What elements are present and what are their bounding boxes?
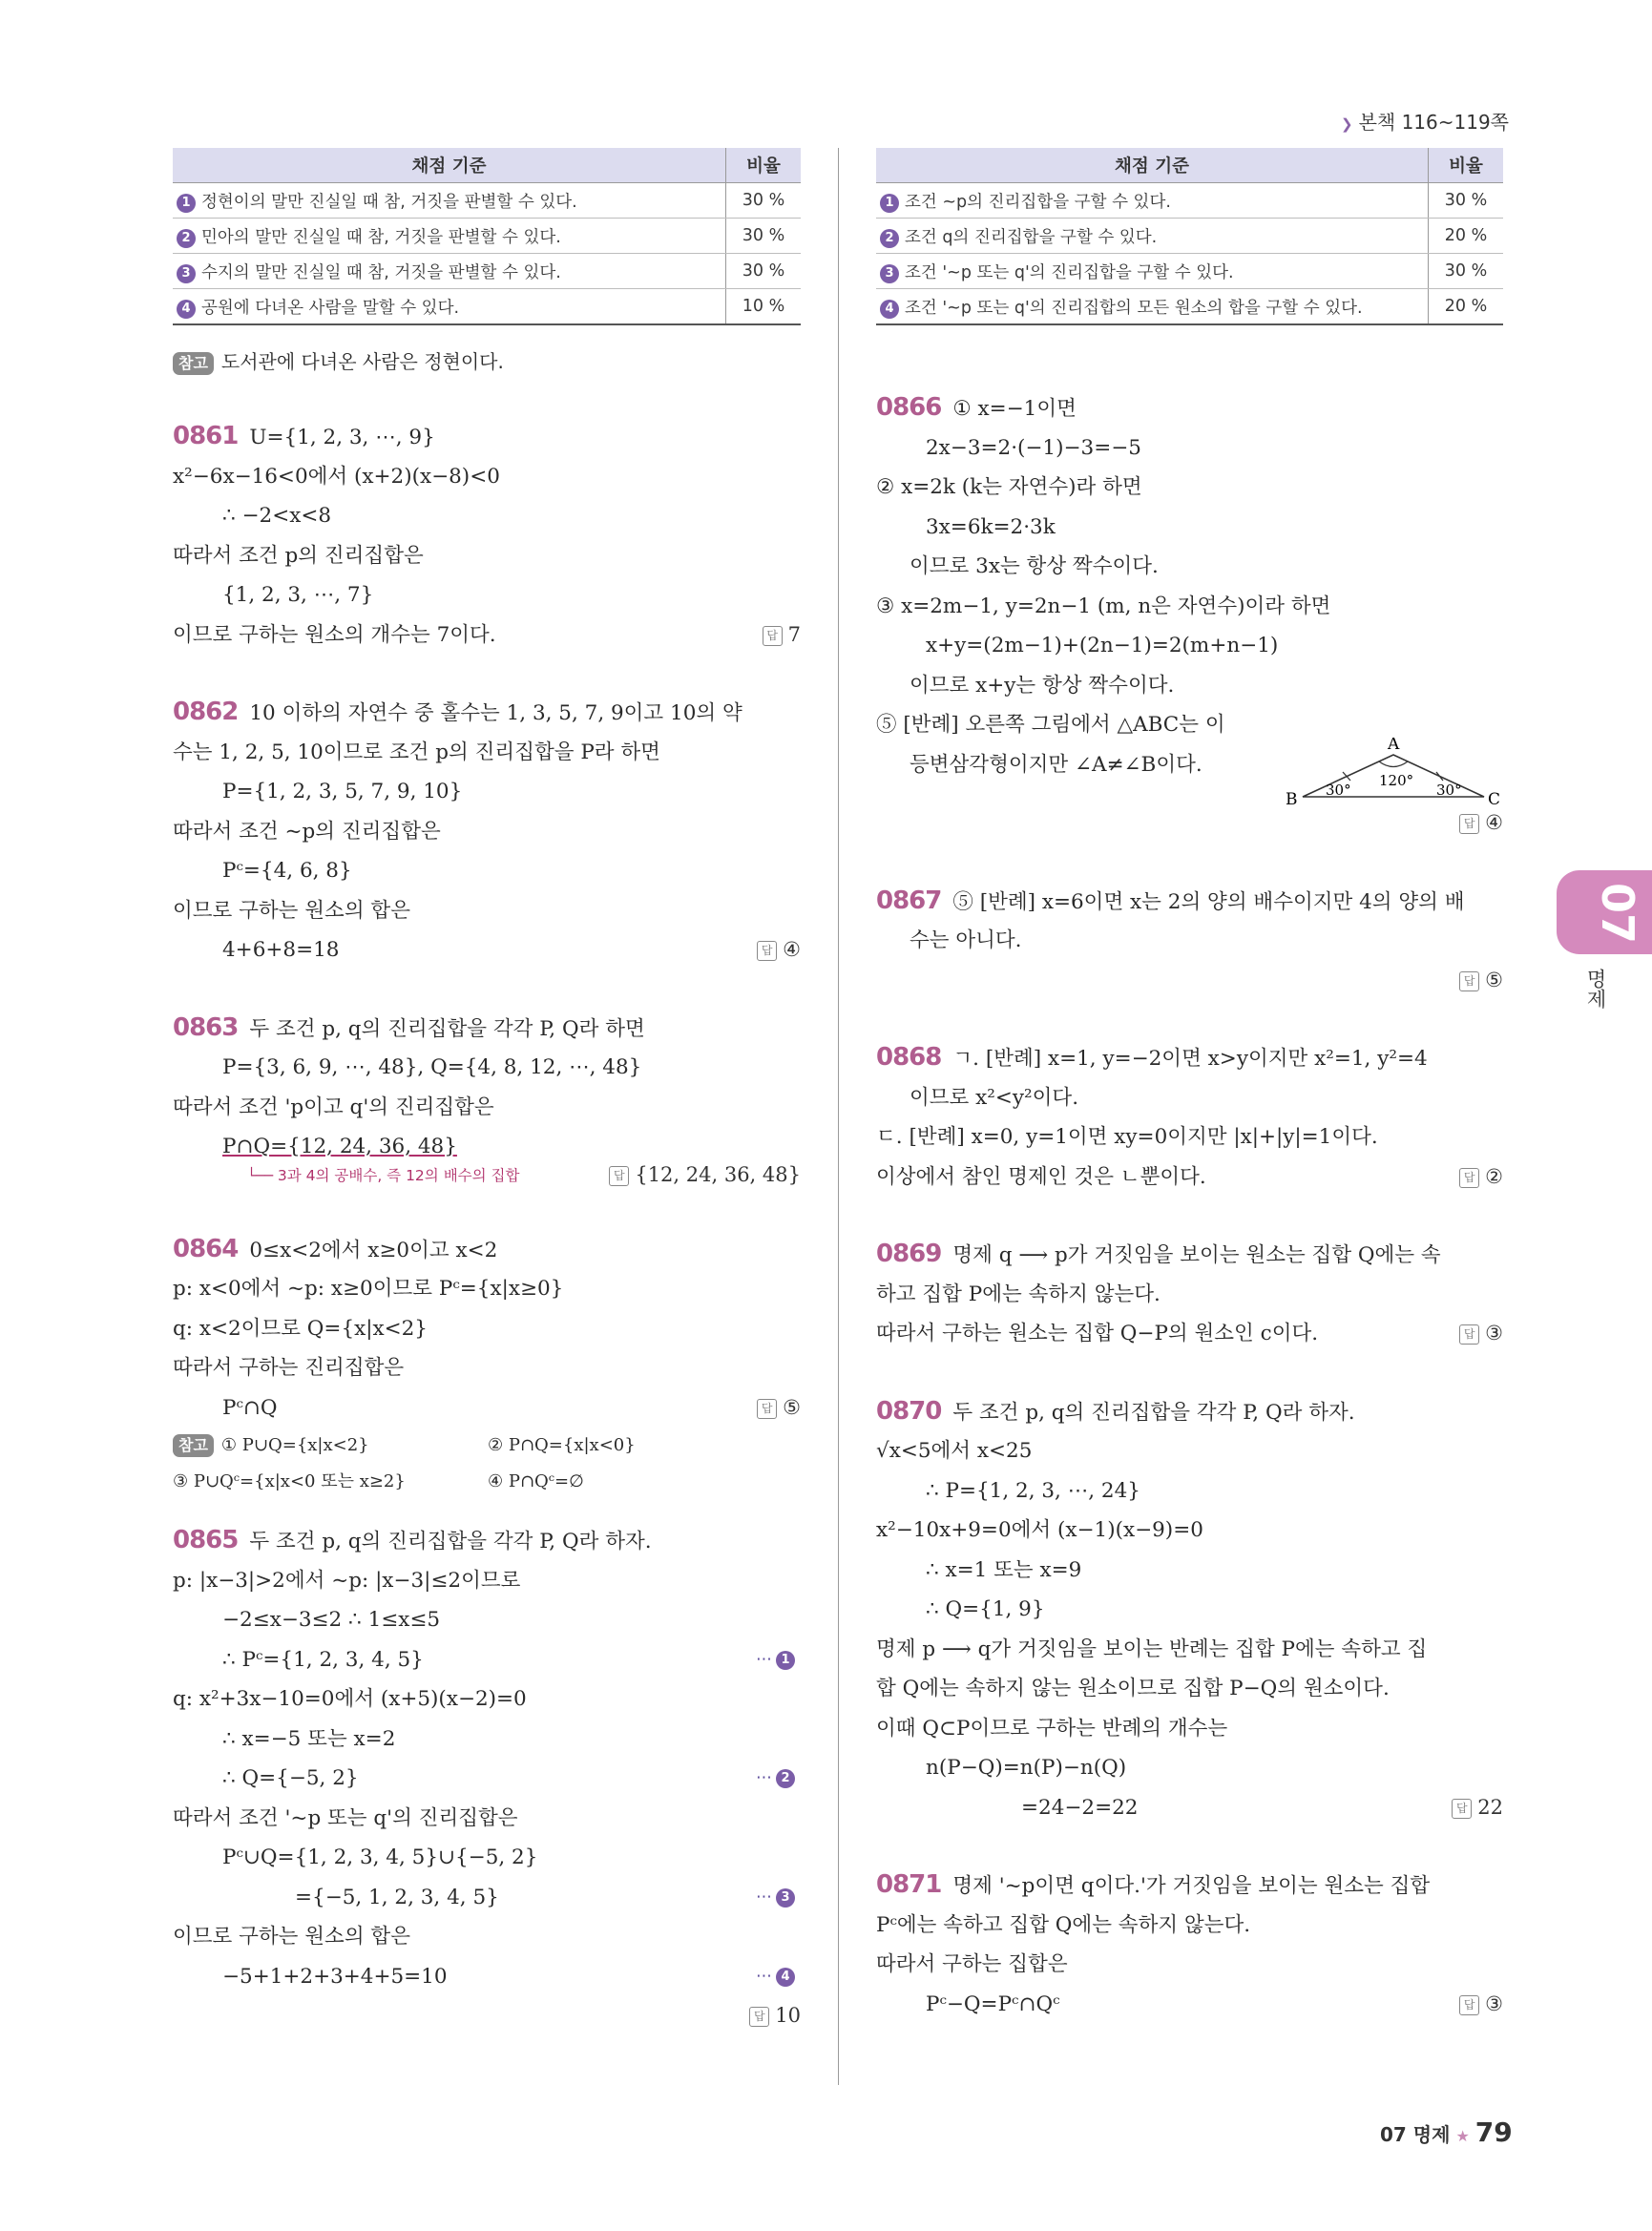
table-row: 3 수지의 말만 진실일 때 참, 거짓을 판별할 수 있다. 30 % <box>173 254 801 289</box>
table-row: 2 조건 q의 진리집합을 구할 수 있다. 20 % <box>876 219 1503 254</box>
vertex-c: C <box>1488 789 1501 809</box>
star-icon: ★ <box>1455 2127 1470 2145</box>
answer-icon: 답 <box>749 2007 769 2027</box>
memo: 3과 4의 공배수, 즉 12의 배수의 집합 <box>277 1166 520 1184</box>
answer: 답 ④ <box>1459 803 1503 844</box>
answer: 답 ④ <box>757 930 801 970</box>
angle-a-label: 120° <box>1379 771 1414 789</box>
table-row: 2 민아의 말만 진실일 때 참, 거짓을 판별할 수 있다. 30 % <box>173 219 801 254</box>
step-badge: 1 <box>177 194 196 213</box>
table-header-ratio: 비율 <box>726 148 802 183</box>
table-row: 4 조건 '~p 또는 q'의 진리집합의 모든 원소의 합을 구할 수 있다. 20 % <box>876 289 1503 325</box>
answer: 답 ⑤ <box>757 1388 801 1428</box>
angle-arc <box>1379 761 1408 767</box>
answer-icon: 답 <box>757 1399 777 1419</box>
problem-number: 0867 <box>876 886 942 915</box>
problem-number: 0871 <box>876 1870 942 1899</box>
page-number: 79 <box>1474 2116 1513 2148</box>
problem-0867: 0867 ⑤ [반례] x=6이면 x는 2의 양의 배수이지만 4의 양의 배 수는 아니다. 답 ⑤ <box>876 882 1503 1001</box>
problem-0865: 0865 두 조건 p, q의 진리집합을 각각 P, Q라 하자. p: |x−3|>2에서 ~p: |x−3|≤2이므로 −2≤x−3≤2 ∴ 1≤x≤5 ∴ Pᶜ={1, 2, 3, 4, 5} ⋯ 1 q: x²+3x−10=0에서 (x+5)(x−2)=0 ∴ x=−5 또는 x=2 ∴ Q={−5, 2} ⋯ 2 따라서 조건 '~p 또는 q'의 진리집합은 Pᶜ∪Q={1, 2, 3, 4, 5}∪{−5, 2} ={−5, 1, 2, 3, 4, 5} ⋯ 3 이므로 구하는 원소의 합은 −5+1+2+3+4+5=10 ⋯ 4 답 10 <box>173 1521 801 2036</box>
problem-0870: 0870 두 조건 p, q의 진리집합을 각각 P, Q라 하자. √x<5에서 x<25 ∴ P={1, 2, 3, ⋯, 24} x²−10x+9=0에서 (x−1)(x−9)=0 ∴ x=1 또는 x=9 ∴ Q={1, 9} 명제 p ⟶ q가 거짓임을 보이는 반례는 집합 P에는 속하고 집 합 Q에는 속하지 않는 원소이므로 집합 P−Q의 원소이다. 이때 Q⊂P이므로 구하는 반례의 개수는 n(P−Q)=n(P)−n(Q) =24−2=22 답 22 <box>876 1392 1503 1828</box>
answer-icon: 답 <box>1459 1324 1479 1345</box>
answer: 답 ③ <box>1459 1314 1503 1354</box>
problem-0868: 0868 ㄱ. [반례] x=1, y=−2이면 x>y이지만 x²=1, y²=4 이므로 x²<y²이다. ㄷ. [반례] x=0, y=1이면 xy=0이지만 |x|+|y|=1이다. 이상에서 참인 명제인 것은 ㄴ뿐이다. 답 ② <box>876 1038 1503 1197</box>
step-badge: 3 <box>880 264 899 283</box>
problem-0869: 0869 명제 q ⟶ p가 거짓임을 보이는 원소는 집합 Q에는 속 하고 집합 P에는 속하지 않는다. 따라서 구하는 원소는 집합 Q−P의 원소인 c이다. 답 ③ <box>876 1235 1503 1354</box>
note-tag: 참고 <box>173 352 214 375</box>
answer-icon: 답 <box>1459 1995 1479 2015</box>
table-row: 1 조건 ~p의 진리집합을 구할 수 있다. 30 % <box>876 183 1503 219</box>
answer: 답 ② <box>1459 1157 1503 1198</box>
step-badge: 2 <box>177 229 196 248</box>
answer: 답 7 <box>763 615 801 656</box>
column-divider <box>838 148 839 2085</box>
table-row: 1 정현이의 말만 진실일 때 참, 거짓을 판별할 수 있다. 30 % <box>173 183 801 219</box>
grading-table-left <box>173 148 801 325</box>
chapter-tab: 07 <box>1557 870 1652 954</box>
note-tag: 참고 <box>173 1434 214 1457</box>
reference-pages: ❯ 본책 116~119쪽 <box>1341 111 1510 134</box>
problem-number: 0861 <box>173 422 239 450</box>
problem-0864: 0864 0≤x<2에서 x≥0이고 x<2 p: x<0에서 ~p: x≥0이므로 Pᶜ={x|x≥0} q: x<2이므로 Q={x|x<2} 따라서 구하는 진리집합은 Pᶜ∩Q 답 ⑤ 참고 ① P∪Q={x|x<2} ② P∩Q={x|x<0} ③ P∪Qᶜ={x|x<0 또는 x≥2} ④ P∩Qᶜ=∅ <box>173 1234 801 1491</box>
problem-number: 0870 <box>876 1396 942 1426</box>
table-header-criteria: 채점 기준 <box>876 148 1429 183</box>
answer: 답 22 <box>1452 1788 1503 1828</box>
problem-0861: 0861 U={1, 2, 3, ⋯, 9} x²−6x−16<0에서 (x+2)(x−8)<0 ∴ −2<x<8 따라서 조건 p의 진리집합은 {1, 2, 3, ⋯, 7} 이므로 구하는 원소의 개수는 7이다. 답 7 <box>173 417 801 655</box>
note: 참고 도서관에 다녀온 사람은 정현이다. <box>173 346 801 375</box>
answer: 답 {12, 24, 36, 48} <box>609 1161 801 1188</box>
answer-icon: 답 <box>1459 1168 1479 1188</box>
vertex-a: A <box>1388 737 1400 754</box>
problem-number: 0868 <box>876 1043 942 1072</box>
step-badge: 3 <box>177 264 196 283</box>
problem-number: 0863 <box>173 1012 239 1042</box>
table-header-criteria: 채점 기준 <box>173 148 726 183</box>
table-header-ratio: 비율 <box>1429 148 1504 183</box>
footer-chapter: 07 명제 <box>1380 2123 1451 2146</box>
problem-number: 0864 <box>173 1234 239 1263</box>
answer: 답 ⑤ <box>1459 961 1503 1001</box>
problem-number: 0869 <box>876 1240 942 1268</box>
step-marker: ⋯ 4 <box>756 1957 801 1997</box>
triangle-figure <box>1284 738 1503 814</box>
step-marker: ⋯ 1 <box>756 1640 801 1680</box>
table-row: 3 조건 '~p 또는 q'의 진리집합을 구할 수 있다. 30 % <box>876 254 1503 289</box>
angle-c-label: 30° <box>1436 781 1462 799</box>
answer-icon: 답 <box>609 1166 629 1186</box>
answer: 답 ③ <box>1459 1985 1503 2025</box>
left-column <box>173 148 801 2036</box>
step-badge: 1 <box>880 194 899 213</box>
step-badge: 2 <box>880 229 899 248</box>
answer-icon: 답 <box>757 941 777 961</box>
tick-mark <box>1343 772 1350 781</box>
problem-number: 0866 <box>876 393 942 422</box>
problem-0862: 0862 10 이하의 자연수 중 홀수는 1, 3, 5, 7, 9이고 10의 약 수는 1, 2, 5, 10이므로 조건 p의 진리집합을 P라 하면 P={1, 2, 3, 5, 7, 9, 10} 따라서 조건 ~p의 진리집합은 Pᶜ={4, 6, 8} 이므로 구하는 원소의 합은 4+6+8=18 답 ④ <box>173 693 801 970</box>
angle-b-label: 30° <box>1326 781 1351 799</box>
tick-mark <box>1436 772 1443 781</box>
answer: 답 10 <box>749 1996 801 2036</box>
problem-0866: 0866 ① x=−1이면 2x−3=2·(−1)−3=−5 ② x=2k (k는 자연수)라 하면 3x=6k=2·3k 이므로 3x는 항상 짝수이다. ③ x=2m−1, y=2n−1 (m, n은 자연수)이라 하면 x+y=(2m−1)+(2n−1)=2(m+n−1) 이므로 x+y는 항상 짝수이다. ⑤ [반례] 오른쪽 그림에서 △ABC는 이 등변삼각형이지만 ∠A≠∠B이다. A B C 120° 30° 30° 답 ④ <box>876 388 1503 844</box>
arrow-icon: ❯ <box>1341 115 1353 133</box>
answer-icon: 답 <box>763 626 783 646</box>
problem-number: 0865 <box>173 1526 239 1554</box>
step-badge: 4 <box>880 300 899 319</box>
step-marker: ⋯ 2 <box>756 1759 801 1799</box>
answer-icon: 답 <box>1452 1799 1472 1819</box>
right-column <box>876 148 1503 2024</box>
vertex-b: B <box>1286 789 1298 809</box>
problem-0863: 0863 두 조건 p, q의 진리집합을 각각 P, Q라 하면 P={3, 6, 9, ⋯, 48}, Q={4, 8, 12, ⋯, 48} 따라서 조건 'p이고 q'의 진리집합은 P∩Q={12, 24, 36, 48} └── 3과 4의 공배수, 즉 12의 배수의 집합 답 {12, 24, 36, 48} <box>173 1012 801 1186</box>
answer-icon: 답 <box>1459 971 1479 991</box>
answer-icon: 답 <box>1459 814 1479 834</box>
chapter-tab-label: 명제 <box>1584 969 1607 1009</box>
table-row: 4 공원에 다녀온 사람을 말할 수 있다. 10 % <box>173 289 801 325</box>
step-marker: ⋯ 3 <box>756 1878 801 1918</box>
step-badge: 4 <box>177 300 196 319</box>
grading-table-right <box>876 148 1503 325</box>
problem-number: 0862 <box>173 698 239 726</box>
page-footer <box>1380 2116 1513 2148</box>
problem-0871: 0871 명제 '~p이면 q이다.'가 거짓임을 보이는 원소는 집합 Pᶜ에는 속하고 집합 Q에는 속하지 않는다. 따라서 구하는 집합은 Pᶜ−Q=Pᶜ∩Qᶜ 답 ③ <box>876 1866 1503 2024</box>
